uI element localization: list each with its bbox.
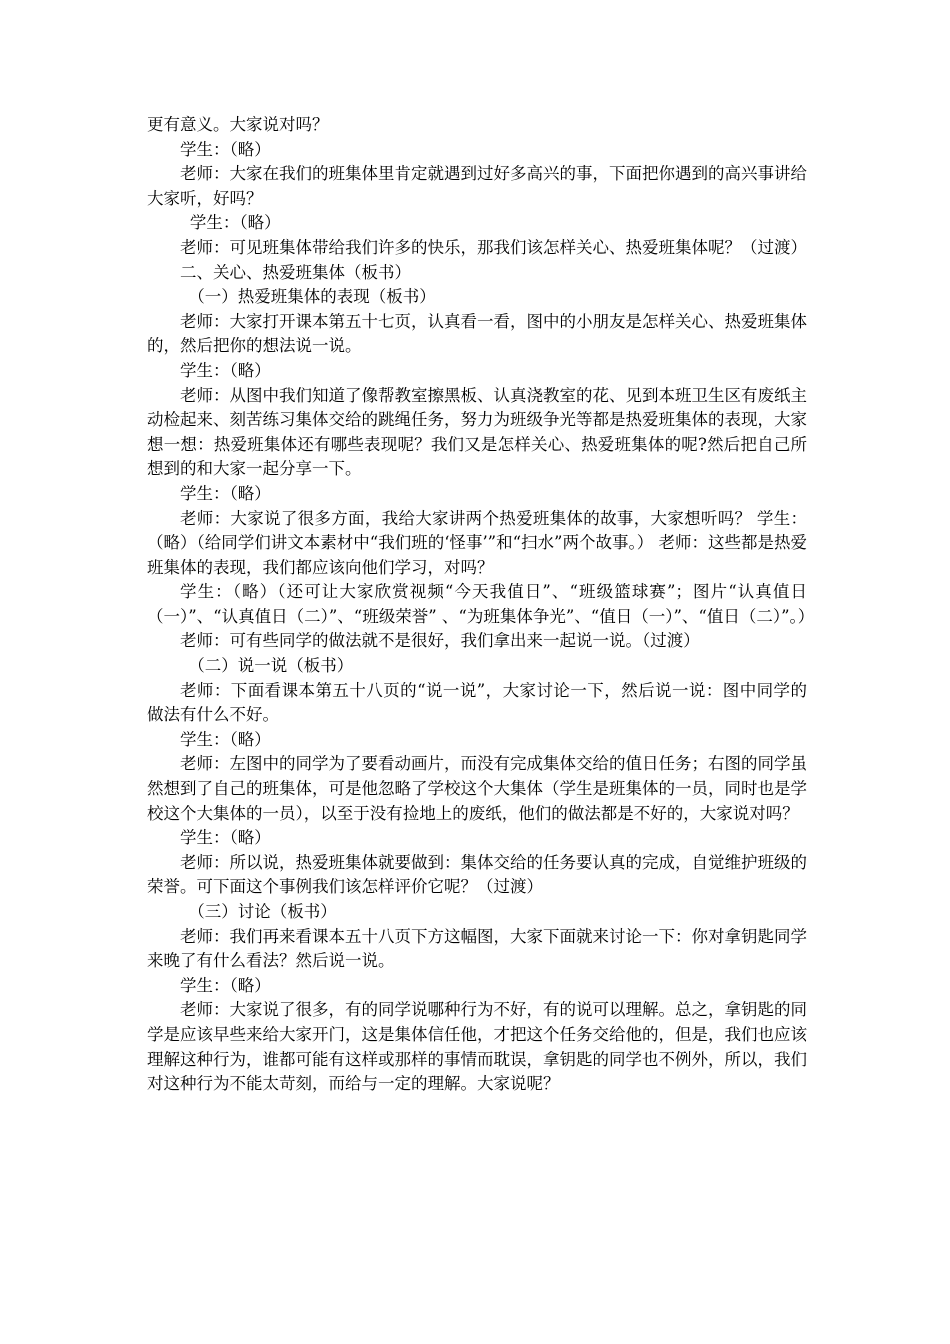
paragraph-teacher: 老师：所以说，热爱班集体就要做到：集体交给的任务要认真的完成，自觉维护班级的荣誉。可下面这个事例我们该怎样评价它呢？（过渡） (147, 852, 807, 897)
paragraph-continuation: 更有意义。大家说对吗？ (147, 115, 329, 134)
paragraph-student: 学生：（略） (180, 483, 271, 503)
paragraph-teacher: 老师：大家说了很多，有的同学说哪种行为不好，有的说可以理解。总之，拿钥匙的同学是应该早些来给大家开门，这是集体信任他，才把这个任务交给他的，但是，我们也应该理解这种行为，谁都可能有这样或那样的事情而耽误，拿钥匙的同学也不例外，所以，我们对这种行为不能太苛刻，而给与一定的理解。大家说呢？ (147, 1000, 807, 1094)
subsection-heading: （三）讨论（板书） (188, 902, 337, 921)
section-heading: 二、关心、热爱班集体（板书） (180, 262, 411, 282)
paragraph-student: 学生：（略） (180, 360, 271, 380)
paragraph-teacher: 老师：大家在我们的班集体里肯定就遇到过好多高兴的事，下面把你遇到的高兴事讲给大家听，好吗？ (147, 164, 807, 208)
paragraph-teacher: 老师：我们再来看课本五十八页下方这幅图，大家下面就来讨论一下：你对拿钥匙同学来晚了有什么看法？然后说一说。 (147, 926, 807, 971)
paragraph-teacher: 老师：下面看课本第五十八页的“说一说”，大家讨论一下，然后说一说：图中同学的做法有什么不好。 (147, 680, 807, 725)
paragraph-teacher: 老师：大家打开课本第五十七页，认真看一看，图中的小朋友是怎样关心、热爱班集体的，然后把你的想法说一说。 (147, 311, 807, 356)
paragraph-student: 学生：（略） (180, 729, 271, 749)
paragraph-student: 学生：（略） (180, 975, 271, 995)
subsection-heading: （二）说一说（板书） (188, 656, 354, 676)
paragraph-teacher: 老师：可见班集体带给我们许多的快乐，那我们该怎样关心、热爱班集体呢？（过渡） (180, 237, 807, 257)
document-body (147, 113, 815, 1097)
paragraph-teacher: 老师：左图中的同学为了要看动画片，而没有完成集体交给的值日任务；右图的同学虽然想到了自己的班集体，可是他忽略了学校这个大集体（学生是班集体的一员，同时也是学校这个大集体的一员），以至于没有捡地上的废纸，他们的做法都是不好的，大家说对吗？ (147, 754, 807, 823)
paragraph-student: 学生：（略） (180, 828, 271, 848)
paragraph-student: 学生：（略） (189, 213, 281, 233)
paragraph-teacher: 老师：大家说了很多方面，我给大家讲两个热爱班集体的故事，大家想听吗？ 学生：（略）（给同学们讲文本素材中“我们班的‘怪事’”和“扫水”两个故事。） 老师：这些都是热爱班集体的表现，我们都应该向他们学习，对吗？ (147, 508, 807, 577)
paragraph-teacher: 老师：可有些同学的做法就不是很好，我们拿出来一起说一说。（过渡） (180, 631, 700, 651)
subsection-heading: （一）热爱班集体的表现（板书） (188, 287, 436, 307)
paragraph-student: 学生：（略）（还可让大家欣赏视频“今天我值日”、“班级篮球赛”；图片“认真值日（一）”、“认真值日（二）”、“班级荣誉” 、“为班集体争光”、“值日（一）”、“值日（二）”。） (147, 582, 815, 626)
paragraph-teacher: 老师：从图中我们知道了像帮教室擦黑板、认真浇教室的花、见到本班卫生区有废纸主动检起来、刻苦练习集体交给的跳绳任务，努力为班级争光等都是热爱班集体的表现，大家想一想：热爱班集体还有哪些表现呢？我们又是怎样关心、热爱班集体的呢?然后把自己所想到的和大家一起分享一下。 (147, 385, 807, 479)
paragraph-student: 学生：（略） (180, 139, 271, 159)
